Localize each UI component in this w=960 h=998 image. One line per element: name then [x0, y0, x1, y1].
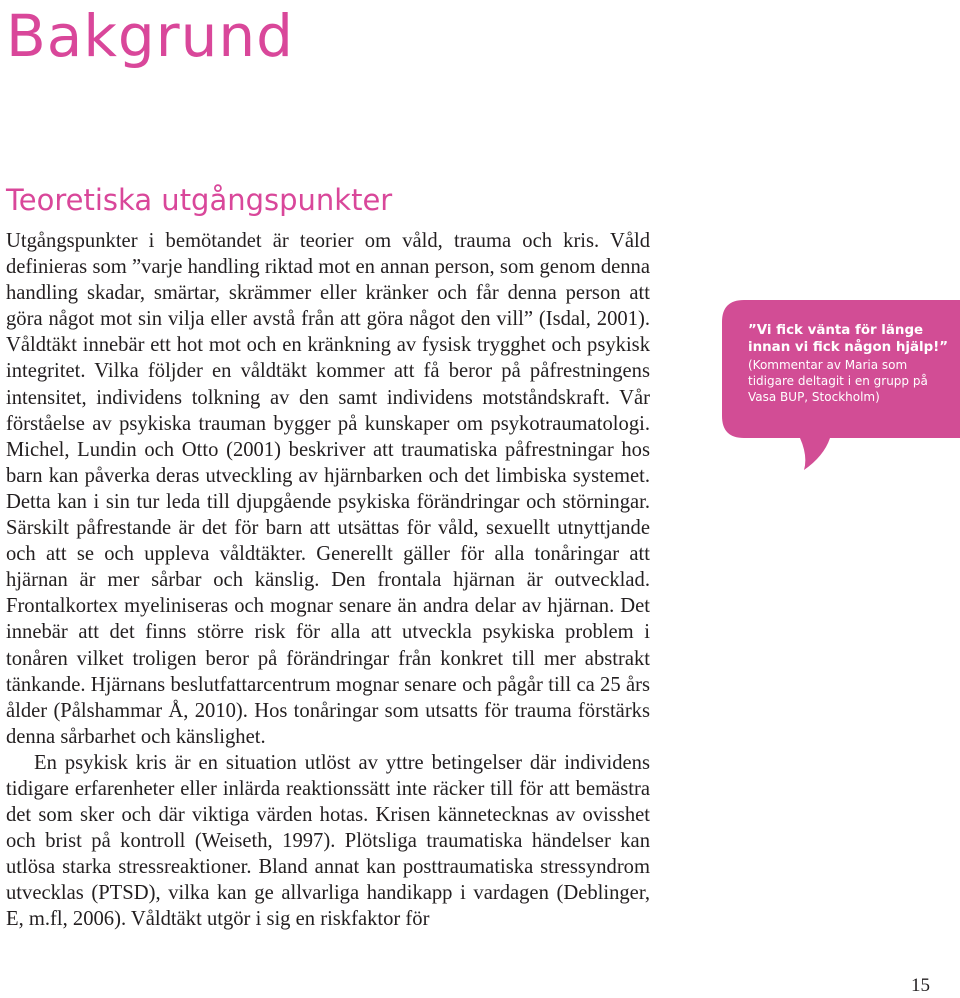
callout-attribution: (Kommentar av Maria som tidigare deltagit i en grupp på Vasa BUP, Stockholm)	[748, 358, 928, 404]
body-text	[6, 228, 650, 933]
page-number: 15	[911, 975, 930, 996]
callout-quote: ”Vi fick vänta för länge innan vi fick någon hjälp!”	[748, 323, 949, 355]
quote-callout	[718, 296, 960, 478]
page-title: Bakgrund	[6, 2, 294, 70]
body-paragraph-1: Utgångspunkter i bemötandet är teorier om våld, trauma och kris. Våld definieras som ”varje handling riktad mot en annan person, som genom denna handling skadar, smärtar, skrämmer eller kränker och får denna person att göra något mot sin vilja eller avstå från att göra något den vill” (Isdal, 2001). Våldtäkt innebär ett hot mot och en kränkning av fysisk trygghet och psykisk integritet. Vilka följder en våldtäkt kommer att få beror på påfrestningens intensitet, individens tolkning av den samt individens motståndskraft. Vår förståelse av psykiska trauman bygger på kunskaper om psykotraumatologi. Michel, Lundin och Otto (2001) beskriver att traumatiska påfrestningar hos barn kan påverka deras utveckling av hjärnbarken och det limbiska systemet. Detta kan i sin tur leda till djupgående psykiska förändringar och störningar. Särskilt påfrestande är det för barn att utsättas för våld, sexuellt utnyttjande och att se och uppleva våldtäkter. Generellt gäller för alla tonåringar att hjärnan är mer sårbar och känslig. Den frontala hjärnan är outvecklad. Frontalkortex myeliniseras och mognar senare än andra delar av hjärnan. Det innebär att det finns större risk för alla att utveckla psykiska problem i tonåren vilket troligen beror på förändringar från konkret till mer abstrakt tänkande. Hjärnans beslutfattarcentrum mognar senare och pågår till ca 25 års ålder (Pålshammar Å, 2010). Hos tonåringar som utsatts för trauma förstärks denna sårbarhet och känslighet.	[6, 230, 650, 748]
section-heading: Teoretiska utgångspunkter	[6, 183, 393, 217]
body-paragraph-2: En psykisk kris är en situation utlöst av yttre betingelser där individens tidigare erfarenheter eller inlärda reaktionssätt inte räcker till för att bemästra det som sker och där viktiga värden hotas. Krisen kännetecknas av ovisshet och brist på kontroll (Weiseth, 1997). Plötsliga traumatiska händelser kan utlösa starka stressreaktioner. Bland annat kan posttraumatiska stressyndrom utvecklas (PTSD), vilka kan ge allvarliga handikapp i vardagen (Deblinger, E, m.fl, 2006). Våldtäkt utgör i sig en riskfaktor för	[6, 751, 650, 931]
